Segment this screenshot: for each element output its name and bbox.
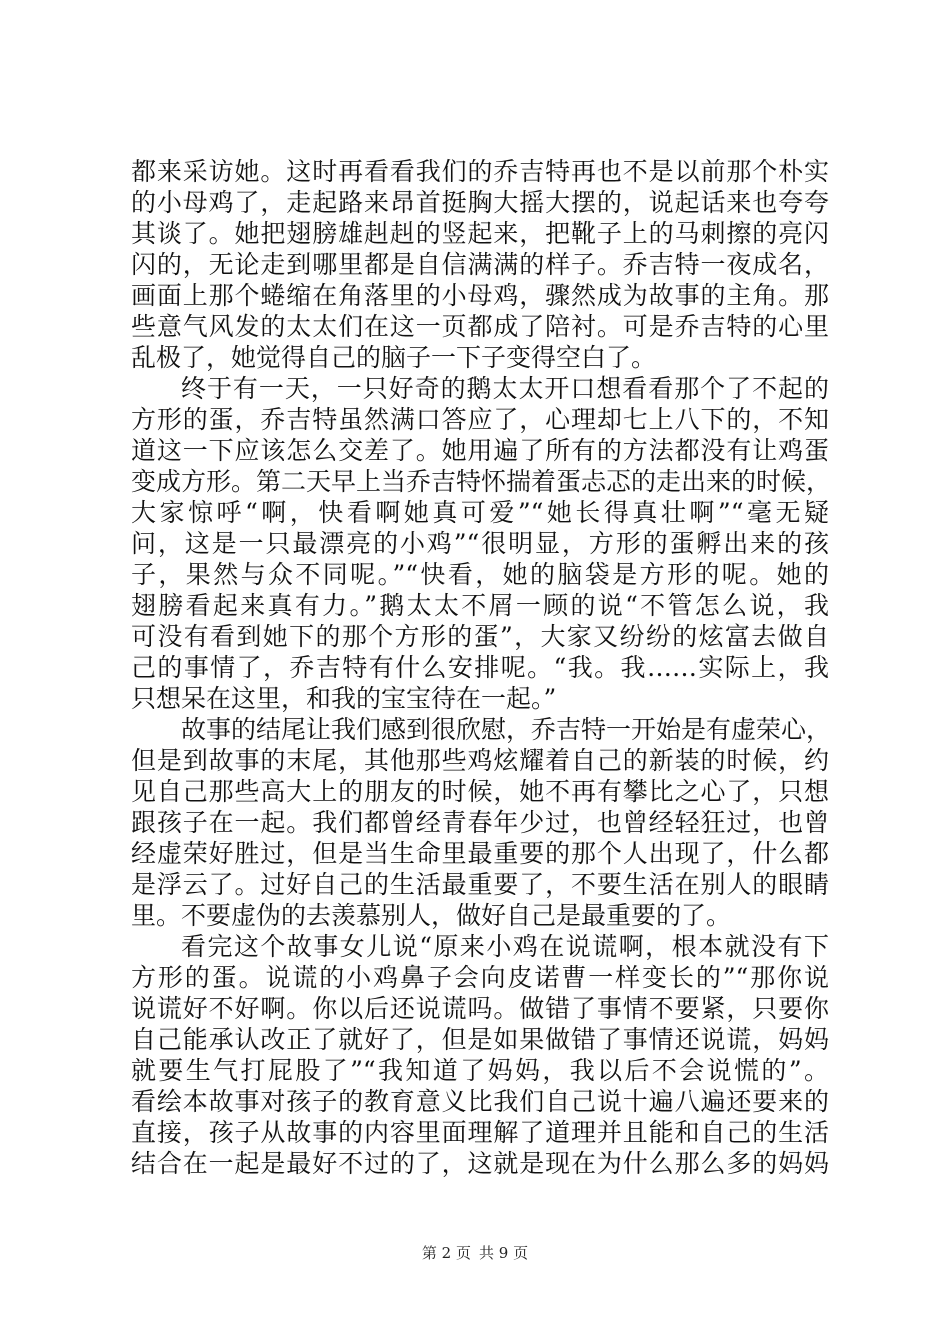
page-number: 第 2 页 [421, 1244, 471, 1262]
text-line-paragraph-start: 故事的结尾让我们感到很欣慰，乔吉特一开始是有虚荣心， [181, 715, 832, 744]
text-line-paragraph-start: 看完这个故事女儿说“原来小鸡在说谎啊，根本就没有下 [181, 932, 829, 961]
text-line: 结合在一起是最好不过的了，这就是现在为什么那么多的妈妈 [131, 1149, 829, 1178]
text-line: 直接，孩子从故事的内容里面理解了道理并且能和自己的生活 [131, 1118, 829, 1147]
text-line: 跟孩子在一起。我们都曾经青春年少过，也曾经轻狂过，也曾 [131, 808, 829, 837]
text-line: 方形的蛋，乔吉特虽然满口答应了，心理却七上八下的，不知 [131, 405, 829, 434]
text-line: 是浮云了。过好自己的生活最重要了，不要生活在别人的眼睛 [131, 870, 829, 899]
text-line: 见自己那些高大上的朋友的时候，她不再有攀比之心了，只想 [131, 777, 829, 806]
text-line: 大家惊呼“啊，快看啊她真可爱”“她长得真壮啊”“毫无疑 [131, 498, 829, 527]
text-line: 问，这是一只最漂亮的小鸡”“很明显，方形的蛋孵出来的孩 [131, 529, 829, 558]
page-footer [0, 1243, 950, 1263]
text-line-paragraph-end: 乱极了，她觉得自己的脑子一下子变得空白了。 [131, 343, 657, 372]
text-line: 看绘本故事对孩子的教育意义比我们自己说十遍八遍还要来的 [131, 1087, 829, 1116]
document-body [131, 156, 832, 1179]
text-line: 都来采访她。这时再看看我们的乔吉特再也不是以前那个朴实 [131, 157, 829, 186]
text-line: 己的事情了，乔吉特有什么安排呢。“我。我……实际上，我 [131, 653, 829, 682]
text-line: 方形的蛋。说谎的小鸡鼻子会向皮诺曹一样变长的”“那你说 [131, 963, 829, 992]
text-line: 经虚荣好胜过，但是当生命里最重要的那个人出现了，什么都 [131, 839, 829, 868]
text-line: 些意气风发的太太们在这一页都成了陪衬。可是乔吉特的心里 [131, 312, 829, 341]
text-line: 翅膀看起来真有力。”鹅太太不屑一顾的说“不管怎么说，我 [131, 591, 829, 620]
text-line: 但是到故事的末尾，其他那些鸡炫耀着自己的新装的时候，约 [131, 746, 829, 775]
text-line: 就要生气打屁股了”“我知道了妈妈，我以后不会说慌的”。 [131, 1056, 829, 1085]
text-line: 变成方形。第二天早上当乔吉特怀揣着蛋忐忑的走出来的时候， [131, 467, 832, 496]
text-line-paragraph-start: 终于有一天，一只好奇的鹅太太开口想看看那个了不起的 [181, 374, 829, 403]
text-line: 闪的，无论走到哪里都是自信满满的样子。乔吉特一夜成名， [131, 250, 829, 279]
page-total: 共 9 页 [479, 1244, 529, 1262]
text-line: 可没有看到她下的那个方形的蛋”，大家又纷纷的炫富去做自 [131, 622, 829, 651]
text-line: 的小母鸡了，走起路来昂首挺胸大摇大摆的，说起话来也夸夸 [131, 188, 829, 217]
text-line: 道这一下应该怎么交差了。她用遍了所有的方法都没有让鸡蛋 [131, 436, 829, 465]
text-line: 说谎好不好啊。你以后还说谎吗。做错了事情不要紧，只要你 [131, 994, 829, 1023]
text-line: 自己能承认改正了就好了，但是如果做错了事情还说谎，妈妈 [131, 1025, 829, 1054]
text-line-paragraph-end: 里。不要虚伪的去羡慕别人，做好自己是最重要的了。 [131, 901, 732, 930]
text-line-paragraph-end: 只想呆在这里，和我的宝宝待在一起。” [131, 684, 557, 713]
text-line: 其谈了。她把翅膀雄赳赳的竖起来，把靴子上的马刺擦的亮闪 [131, 219, 829, 248]
text-line: 画面上那个蜷缩在角落里的小母鸡，骤然成为故事的主角。那 [131, 281, 829, 310]
text-line: 子，果然与众不同呢。”“快看，她的脑袋是方形的呢。她的 [131, 560, 829, 589]
